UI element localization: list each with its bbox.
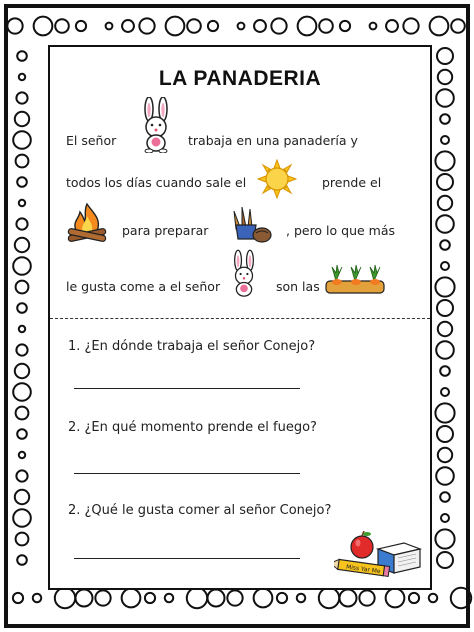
rabbit-icon <box>136 97 176 153</box>
answer-line-1[interactable] <box>74 388 300 389</box>
story-text-4b: son las <box>276 279 320 294</box>
story-text-1a: El señor <box>66 133 117 148</box>
story-text-3a: para preparar <box>122 223 209 238</box>
story-text-2a: todos los días cuando sale el <box>66 175 247 190</box>
section-divider <box>50 318 430 319</box>
apple-books-icon <box>334 531 426 581</box>
page-title: LA PANADERIA <box>158 67 322 90</box>
story-text-2b: prende el <box>322 175 382 190</box>
story-text-3b: , pero lo que más <box>286 223 396 238</box>
story-text-1b: trabaja en una panadería y <box>188 133 358 148</box>
campfire-icon <box>64 200 110 244</box>
story-text-4a: le gusta come a el señor <box>66 279 221 294</box>
worksheet-page <box>48 45 432 590</box>
question-3: 2. ¿Qué le gusta comer al señor Conejo? <box>68 503 332 518</box>
carrots-icon <box>324 261 386 297</box>
answer-line-3[interactable] <box>74 558 300 559</box>
question-1: 1. ¿En dónde trabaja el señor Conejo? <box>68 339 316 354</box>
pencil-label: Miss Yar Me <box>345 563 382 576</box>
rabbit-icon <box>227 249 261 299</box>
question-2: 2. ¿En qué momento prende el fuego? <box>68 420 317 435</box>
sun-icon <box>257 159 297 199</box>
answer-line-2[interactable] <box>74 473 300 474</box>
bread-icon <box>226 205 272 245</box>
